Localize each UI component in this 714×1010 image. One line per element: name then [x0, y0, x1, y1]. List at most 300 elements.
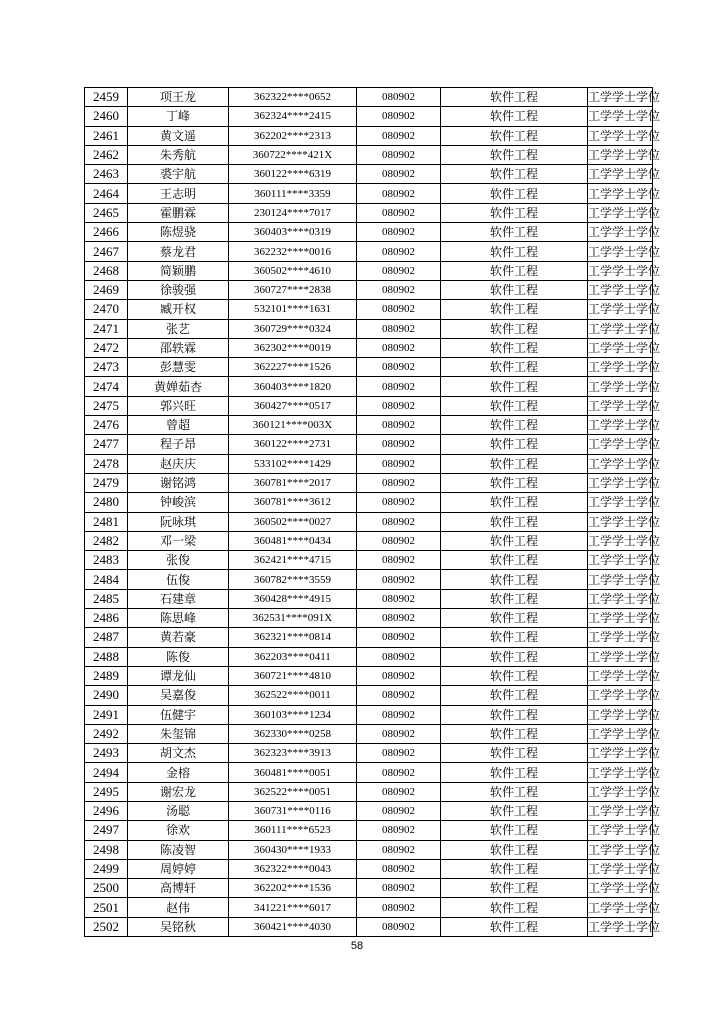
student-name-cell: 陈凌智 — [128, 840, 229, 859]
degree-cell: 工学学士学位 — [588, 184, 653, 203]
table-row — [85, 551, 653, 570]
major-code-cell: 080902 — [357, 570, 441, 589]
id-number-cell: 362322****0043 — [229, 859, 357, 878]
major-name-cell: 软件工程 — [441, 570, 588, 589]
degree-cell: 工学学士学位 — [588, 589, 653, 608]
major-code-cell: 080902 — [357, 223, 441, 242]
student-name-cell: 黄文遥 — [128, 126, 229, 145]
degree-cell: 工学学士学位 — [588, 821, 653, 840]
table-row — [85, 609, 653, 628]
major-code-cell: 080902 — [357, 126, 441, 145]
id-number-cell: 360727****2838 — [229, 280, 357, 299]
major-name-cell: 软件工程 — [441, 377, 588, 396]
row-number-cell: 2471 — [85, 319, 128, 338]
major-code-cell: 080902 — [357, 724, 441, 743]
major-name-cell: 软件工程 — [441, 666, 588, 685]
row-number-cell: 2476 — [85, 416, 128, 435]
major-code-cell: 080902 — [357, 88, 441, 107]
student-name-cell: 钟峻滨 — [128, 493, 229, 512]
table-row — [85, 840, 653, 859]
major-code-cell: 080902 — [357, 512, 441, 531]
major-name-cell: 软件工程 — [441, 319, 588, 338]
degree-cell: 工学学士学位 — [588, 493, 653, 512]
student-name-cell: 吴铭秋 — [128, 917, 229, 936]
row-number-cell: 2481 — [85, 512, 128, 531]
id-number-cell: 362202****1536 — [229, 879, 357, 898]
row-number-cell: 2469 — [85, 280, 128, 299]
major-code-cell: 080902 — [357, 628, 441, 647]
row-number-cell: 2494 — [85, 763, 128, 782]
major-name-cell: 软件工程 — [441, 493, 588, 512]
id-number-cell: 360481****0051 — [229, 763, 357, 782]
degree-cell: 工学学士学位 — [588, 396, 653, 415]
id-number-cell: 532101****1631 — [229, 300, 357, 319]
student-name-cell: 赵伟 — [128, 898, 229, 917]
id-number-cell: 360122****6319 — [229, 165, 357, 184]
degree-cell: 工学学士学位 — [588, 859, 653, 878]
id-number-cell: 360731****0116 — [229, 801, 357, 820]
table-row — [85, 319, 653, 338]
degree-cell: 工学学士学位 — [588, 319, 653, 338]
row-number-cell: 2472 — [85, 338, 128, 357]
degree-cell: 工学学士学位 — [588, 840, 653, 859]
major-name-cell: 软件工程 — [441, 763, 588, 782]
student-name-cell: 黄婵茹杏 — [128, 377, 229, 396]
table-row — [85, 898, 653, 917]
id-number-cell: 362321****0814 — [229, 628, 357, 647]
id-number-cell: 360121****003X — [229, 416, 357, 435]
table-row — [85, 242, 653, 261]
table-row — [85, 531, 653, 550]
student-name-cell: 霍鹏霖 — [128, 203, 229, 222]
id-number-cell: 362232****0016 — [229, 242, 357, 261]
student-name-cell: 金榕 — [128, 763, 229, 782]
id-number-cell: 360403****0319 — [229, 223, 357, 242]
id-number-cell: 362323****3913 — [229, 744, 357, 763]
major-name-cell: 软件工程 — [441, 473, 588, 492]
id-number-cell: 360421****4030 — [229, 917, 357, 936]
table-row — [85, 859, 653, 878]
table-row — [85, 416, 653, 435]
major-code-cell: 080902 — [357, 744, 441, 763]
degree-cell: 工学学士学位 — [588, 261, 653, 280]
major-name-cell: 软件工程 — [441, 821, 588, 840]
student-name-cell: 邓一梁 — [128, 531, 229, 550]
row-number-cell: 2488 — [85, 647, 128, 666]
major-name-cell: 软件工程 — [441, 551, 588, 570]
row-number-cell: 2464 — [85, 184, 128, 203]
major-code-cell: 080902 — [357, 416, 441, 435]
table-row — [85, 300, 653, 319]
table-row — [85, 512, 653, 531]
major-name-cell: 软件工程 — [441, 338, 588, 357]
row-number-cell: 2480 — [85, 493, 128, 512]
major-code-cell: 080902 — [357, 165, 441, 184]
major-code-cell: 080902 — [357, 300, 441, 319]
student-name-cell: 郭兴旺 — [128, 396, 229, 415]
id-number-cell: 360103****1234 — [229, 705, 357, 724]
student-name-cell: 胡文杰 — [128, 744, 229, 763]
major-name-cell: 软件工程 — [441, 840, 588, 859]
student-name-cell: 臧开权 — [128, 300, 229, 319]
major-name-cell: 软件工程 — [441, 879, 588, 898]
row-number-cell: 2499 — [85, 859, 128, 878]
major-code-cell: 080902 — [357, 782, 441, 801]
table-row — [85, 396, 653, 415]
degree-cell: 工学学士学位 — [588, 88, 653, 107]
student-name-cell: 黄若豪 — [128, 628, 229, 647]
major-name-cell: 软件工程 — [441, 647, 588, 666]
id-number-cell: 360729****0324 — [229, 319, 357, 338]
degree-cell: 工学学士学位 — [588, 801, 653, 820]
row-number-cell: 2497 — [85, 821, 128, 840]
major-code-cell: 080902 — [357, 763, 441, 782]
row-number-cell: 2478 — [85, 454, 128, 473]
degree-cell: 工学学士学位 — [588, 705, 653, 724]
id-number-cell: 362202****2313 — [229, 126, 357, 145]
major-code-cell: 080902 — [357, 107, 441, 126]
table-row — [85, 473, 653, 492]
row-number-cell: 2502 — [85, 917, 128, 936]
row-number-cell: 2495 — [85, 782, 128, 801]
row-number-cell: 2498 — [85, 840, 128, 859]
table-row — [85, 280, 653, 299]
row-number-cell: 2486 — [85, 609, 128, 628]
student-name-cell: 陈煜骁 — [128, 223, 229, 242]
student-name-cell: 赵庆庆 — [128, 454, 229, 473]
table-row — [85, 744, 653, 763]
student-name-cell: 阮咏琪 — [128, 512, 229, 531]
degree-cell: 工学学士学位 — [588, 203, 653, 222]
student-name-cell: 朱玺锦 — [128, 724, 229, 743]
table-row — [85, 917, 653, 936]
table-row — [85, 107, 653, 126]
row-number-cell: 2483 — [85, 551, 128, 570]
table-row — [85, 377, 653, 396]
table-row — [85, 203, 653, 222]
degree-cell: 工学学士学位 — [588, 358, 653, 377]
major-name-cell: 软件工程 — [441, 917, 588, 936]
row-number-cell: 2500 — [85, 879, 128, 898]
major-name-cell: 软件工程 — [441, 88, 588, 107]
degree-cell: 工学学士学位 — [588, 744, 653, 763]
major-code-cell: 080902 — [357, 145, 441, 164]
degree-cell: 工学学士学位 — [588, 647, 653, 666]
degree-cell: 工学学士学位 — [588, 145, 653, 164]
row-number-cell: 2496 — [85, 801, 128, 820]
id-number-cell: 360782****3559 — [229, 570, 357, 589]
degree-cell: 工学学士学位 — [588, 570, 653, 589]
major-code-cell: 080902 — [357, 377, 441, 396]
major-name-cell: 软件工程 — [441, 531, 588, 550]
major-name-cell: 软件工程 — [441, 859, 588, 878]
row-number-cell: 2501 — [85, 898, 128, 917]
table-row — [85, 628, 653, 647]
major-code-cell: 080902 — [357, 338, 441, 357]
student-name-cell: 徐骏强 — [128, 280, 229, 299]
degree-cell: 工学学士学位 — [588, 628, 653, 647]
major-name-cell: 软件工程 — [441, 145, 588, 164]
student-name-cell: 徐欢 — [128, 821, 229, 840]
major-code-cell: 080902 — [357, 859, 441, 878]
id-number-cell: 360502****4610 — [229, 261, 357, 280]
row-number-cell: 2468 — [85, 261, 128, 280]
degree-cell: 工学学士学位 — [588, 107, 653, 126]
id-number-cell: 360427****0517 — [229, 396, 357, 415]
row-number-cell: 2489 — [85, 666, 128, 685]
student-name-cell: 张俊 — [128, 551, 229, 570]
major-name-cell: 软件工程 — [441, 454, 588, 473]
major-code-cell: 080902 — [357, 531, 441, 550]
major-code-cell: 080902 — [357, 840, 441, 859]
major-code-cell: 080902 — [357, 551, 441, 570]
student-name-cell: 伍健宇 — [128, 705, 229, 724]
page-number: 58 — [350, 940, 364, 952]
major-name-cell: 软件工程 — [441, 184, 588, 203]
student-name-cell: 谭龙仙 — [128, 666, 229, 685]
id-number-cell: 362531****091X — [229, 609, 357, 628]
student-name-cell: 简颖鹏 — [128, 261, 229, 280]
major-name-cell: 软件工程 — [441, 512, 588, 531]
table-row — [85, 801, 653, 820]
table-row — [85, 145, 653, 164]
table-row — [85, 493, 653, 512]
row-number-cell: 2470 — [85, 300, 128, 319]
student-name-cell: 汤聪 — [128, 801, 229, 820]
major-code-cell: 080902 — [357, 473, 441, 492]
row-number-cell: 2482 — [85, 531, 128, 550]
student-name-cell: 彭慧雯 — [128, 358, 229, 377]
major-name-cell: 软件工程 — [441, 628, 588, 647]
major-code-cell: 080902 — [357, 242, 441, 261]
table-row — [85, 686, 653, 705]
table-row — [85, 763, 653, 782]
major-code-cell: 080902 — [357, 280, 441, 299]
degree-cell: 工学学士学位 — [588, 454, 653, 473]
id-number-cell: 362322****0652 — [229, 88, 357, 107]
row-number-cell: 2460 — [85, 107, 128, 126]
table-row — [85, 647, 653, 666]
major-code-cell: 080902 — [357, 435, 441, 454]
row-number-cell: 2490 — [85, 686, 128, 705]
table-row — [85, 666, 653, 685]
degree-cell: 工学学士学位 — [588, 300, 653, 319]
student-name-cell: 张艺 — [128, 319, 229, 338]
major-name-cell: 软件工程 — [441, 416, 588, 435]
major-code-cell: 080902 — [357, 609, 441, 628]
degree-cell: 工学学士学位 — [588, 223, 653, 242]
major-code-cell: 080902 — [357, 493, 441, 512]
degree-cell: 工学学士学位 — [588, 724, 653, 743]
major-name-cell: 软件工程 — [441, 396, 588, 415]
id-number-cell: 533102****1429 — [229, 454, 357, 473]
row-number-cell: 2459 — [85, 88, 128, 107]
major-name-cell: 软件工程 — [441, 358, 588, 377]
major-code-cell: 080902 — [357, 184, 441, 203]
table-row — [85, 435, 653, 454]
degree-cell: 工学学士学位 — [588, 686, 653, 705]
id-number-cell: 362302****0019 — [229, 338, 357, 357]
table-row — [85, 223, 653, 242]
student-name-cell: 陈思峰 — [128, 609, 229, 628]
major-name-cell: 软件工程 — [441, 705, 588, 724]
row-number-cell: 2487 — [85, 628, 128, 647]
major-name-cell: 软件工程 — [441, 744, 588, 763]
degree-cell: 工学学士学位 — [588, 666, 653, 685]
major-code-cell: 080902 — [357, 358, 441, 377]
id-number-cell: 362330****0258 — [229, 724, 357, 743]
major-code-cell: 080902 — [357, 319, 441, 338]
major-name-cell: 软件工程 — [441, 203, 588, 222]
table-row — [85, 261, 653, 280]
major-name-cell: 软件工程 — [441, 589, 588, 608]
row-number-cell: 2492 — [85, 724, 128, 743]
major-name-cell: 软件工程 — [441, 165, 588, 184]
table-row — [85, 705, 653, 724]
degree-cell: 工学学士学位 — [588, 165, 653, 184]
id-number-cell: 360781****3612 — [229, 493, 357, 512]
row-number-cell: 2467 — [85, 242, 128, 261]
major-code-cell: 080902 — [357, 821, 441, 840]
major-code-cell: 080902 — [357, 666, 441, 685]
major-name-cell: 软件工程 — [441, 609, 588, 628]
row-number-cell: 2493 — [85, 744, 128, 763]
table-row — [85, 338, 653, 357]
row-number-cell: 2463 — [85, 165, 128, 184]
degree-cell: 工学学士学位 — [588, 512, 653, 531]
major-name-cell: 软件工程 — [441, 223, 588, 242]
table-row — [85, 126, 653, 145]
student-name-cell: 谢铭鸿 — [128, 473, 229, 492]
student-name-cell: 王志明 — [128, 184, 229, 203]
major-name-cell: 软件工程 — [441, 801, 588, 820]
student-name-cell: 陈俊 — [128, 647, 229, 666]
student-name-cell: 程子昂 — [128, 435, 229, 454]
degree-cell: 工学学士学位 — [588, 377, 653, 396]
id-number-cell: 360721****4810 — [229, 666, 357, 685]
degree-cell: 工学学士学位 — [588, 280, 653, 299]
row-number-cell: 2484 — [85, 570, 128, 589]
row-number-cell: 2465 — [85, 203, 128, 222]
id-number-cell: 362421****4715 — [229, 551, 357, 570]
student-name-cell: 吴嘉俊 — [128, 686, 229, 705]
major-name-cell: 软件工程 — [441, 300, 588, 319]
student-name-cell: 蔡龙君 — [128, 242, 229, 261]
major-name-cell: 软件工程 — [441, 435, 588, 454]
degree-cell: 工学学士学位 — [588, 416, 653, 435]
major-name-cell: 软件工程 — [441, 261, 588, 280]
major-code-cell: 080902 — [357, 203, 441, 222]
id-number-cell: 230124****7017 — [229, 203, 357, 222]
major-name-cell: 软件工程 — [441, 242, 588, 261]
major-code-cell: 080902 — [357, 647, 441, 666]
roster-table-body — [85, 88, 661, 937]
id-number-cell: 360111****3359 — [229, 184, 357, 203]
degree-cell: 工学学士学位 — [588, 126, 653, 145]
table-row — [85, 821, 653, 840]
major-code-cell: 080902 — [357, 898, 441, 917]
id-number-cell: 341221****6017 — [229, 898, 357, 917]
table-row — [85, 589, 653, 608]
degree-cell: 工学学士学位 — [588, 473, 653, 492]
major-code-cell: 080902 — [357, 705, 441, 724]
id-number-cell: 360403****1820 — [229, 377, 357, 396]
major-name-cell: 软件工程 — [441, 898, 588, 917]
id-number-cell: 362522****0051 — [229, 782, 357, 801]
student-name-cell: 石建章 — [128, 589, 229, 608]
row-number-cell: 2479 — [85, 473, 128, 492]
degree-cell: 工学学士学位 — [588, 917, 653, 936]
id-number-cell: 362522****0011 — [229, 686, 357, 705]
row-number-cell: 2466 — [85, 223, 128, 242]
table-row — [85, 184, 653, 203]
major-code-cell: 080902 — [357, 801, 441, 820]
id-number-cell: 360481****0434 — [229, 531, 357, 550]
table-row — [85, 570, 653, 589]
id-number-cell: 360722****421X — [229, 145, 357, 164]
student-name-cell: 高博轩 — [128, 879, 229, 898]
major-name-cell: 软件工程 — [441, 782, 588, 801]
student-name-cell: 伍俊 — [128, 570, 229, 589]
id-number-cell: 362227****1526 — [229, 358, 357, 377]
id-number-cell: 362324****2415 — [229, 107, 357, 126]
degree-cell: 工学学士学位 — [588, 609, 653, 628]
degree-cell: 工学学士学位 — [588, 782, 653, 801]
id-number-cell: 360502****0027 — [229, 512, 357, 531]
major-name-cell: 软件工程 — [441, 107, 588, 126]
degree-cell: 工学学士学位 — [588, 763, 653, 782]
row-number-cell: 2473 — [85, 358, 128, 377]
table-row — [85, 782, 653, 801]
degree-cell: 工学学士学位 — [588, 898, 653, 917]
major-name-cell: 软件工程 — [441, 280, 588, 299]
row-number-cell: 2485 — [85, 589, 128, 608]
degree-cell: 工学学士学位 — [588, 531, 653, 550]
id-number-cell: 360111****6523 — [229, 821, 357, 840]
row-number-cell: 2477 — [85, 435, 128, 454]
table-row — [85, 879, 653, 898]
row-number-cell: 2474 — [85, 377, 128, 396]
student-name-cell: 项王龙 — [128, 88, 229, 107]
id-number-cell: 360430****1933 — [229, 840, 357, 859]
degree-cell: 工学学士学位 — [588, 338, 653, 357]
student-name-cell: 周婷婷 — [128, 859, 229, 878]
degree-cell: 工学学士学位 — [588, 242, 653, 261]
table-row — [85, 165, 653, 184]
major-code-cell: 080902 — [357, 589, 441, 608]
degree-cell: 工学学士学位 — [588, 551, 653, 570]
table-row — [85, 724, 653, 743]
major-name-cell: 软件工程 — [441, 724, 588, 743]
major-code-cell: 080902 — [357, 917, 441, 936]
row-number-cell: 2462 — [85, 145, 128, 164]
major-code-cell: 080902 — [357, 879, 441, 898]
table-row — [85, 358, 653, 377]
major-name-cell: 软件工程 — [441, 126, 588, 145]
student-name-cell: 邵轶霖 — [128, 338, 229, 357]
student-name-cell: 裘宇航 — [128, 165, 229, 184]
student-name-cell: 曾超 — [128, 416, 229, 435]
student-name-cell: 丁峰 — [128, 107, 229, 126]
id-number-cell: 360781****2017 — [229, 473, 357, 492]
degree-cell: 工学学士学位 — [588, 879, 653, 898]
major-code-cell: 080902 — [357, 686, 441, 705]
id-number-cell: 360122****2731 — [229, 435, 357, 454]
id-number-cell: 360428****4915 — [229, 589, 357, 608]
major-code-cell: 080902 — [357, 261, 441, 280]
major-code-cell: 080902 — [357, 396, 441, 415]
degree-roster-table — [84, 87, 661, 937]
